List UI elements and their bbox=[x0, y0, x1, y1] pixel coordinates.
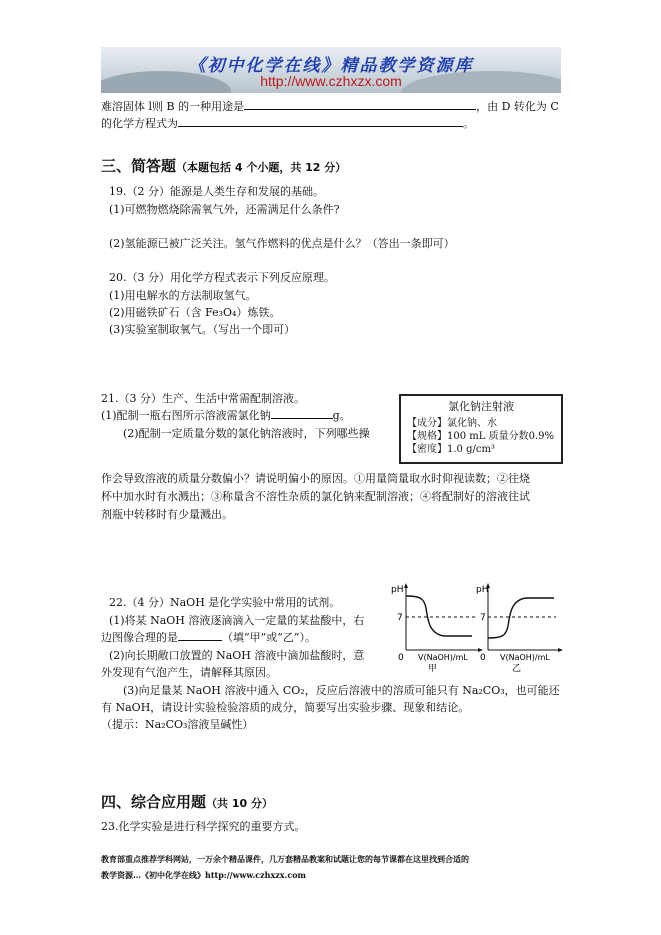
q22-part1-hint: （填“甲”或“乙”）。 bbox=[222, 631, 316, 644]
saline-label-row: 【成分】氯化钠、水 bbox=[407, 418, 497, 429]
q22-part3-cont: 有 NaOH，请设计实验检验溶质的成分，简要写出实验步骤、现象和结论。 bbox=[101, 701, 470, 714]
q22-part1-text: 边图像合理的是 bbox=[101, 631, 178, 644]
q22-part1: (1)将某 NaOH 溶液逐滴滴入一定量的某盐酸中，右 bbox=[109, 614, 365, 627]
answer-blank[interactable] bbox=[271, 408, 333, 419]
q20-stem: 20.（3 分）用化学方程式表示下列反应原理。 bbox=[109, 271, 335, 284]
graph-jia bbox=[391, 583, 483, 672]
q22-part1-cont bbox=[101, 629, 316, 645]
y-axis-arrow bbox=[404, 583, 408, 588]
section-title: 三、简答题 bbox=[101, 157, 177, 175]
q22-stem: 22.（4 分）NaOH 是化学实验中常用的试剂。 bbox=[109, 596, 341, 609]
ph7-tick: 7 bbox=[397, 613, 403, 623]
banner-url[interactable]: http://www.czhxzx.com bbox=[260, 73, 402, 89]
q19-part1: (1)可燃物燃烧除需氧气外，还需满足什么条件? bbox=[109, 203, 340, 216]
q20-part2: (2)用磁铁矿石（含 Fe₃O₄）炼铁。 bbox=[109, 306, 281, 319]
section-note: （共 10 分） bbox=[206, 797, 273, 810]
section-title: 四、综合应用题 bbox=[101, 793, 207, 811]
origin-label: 0 bbox=[480, 653, 486, 663]
q20-part1: (1)用电解水的方法制取氢气。 bbox=[109, 289, 257, 302]
ph-graphs bbox=[388, 580, 564, 672]
q21-part2-cont: 杯中加水时有水溅出；③称量含不溶性杂质的氯化钠来配制溶液；④将配制好的溶液往试 bbox=[101, 490, 530, 503]
q18-line1 bbox=[101, 98, 559, 114]
q21-part2-cont: 剂瓶中转移时有少量溅出。 bbox=[101, 508, 233, 521]
q22-hint: （提示：Na₂CO₃溶液呈碱性） bbox=[101, 718, 254, 731]
y-axis-label: pH bbox=[476, 585, 489, 595]
graph-name: 乙 bbox=[512, 664, 522, 672]
section-4-heading bbox=[101, 791, 273, 812]
x-axis-arrow bbox=[478, 648, 483, 652]
ph7-tick: 7 bbox=[480, 613, 486, 623]
graph-name: 甲 bbox=[428, 664, 438, 672]
x-axis-label: V(NaOH)/mL bbox=[500, 653, 550, 662]
q18-text-d: 。 bbox=[463, 117, 474, 130]
q21-part2: (2)配制一定质量分数的氯化钠溶液时，下列哪些操 bbox=[123, 427, 370, 440]
q20-part3: (3)实验室制取氧气。（写出一个即可） bbox=[109, 323, 296, 336]
saline-label-title: 氯化钠注射液 bbox=[448, 400, 514, 413]
banner-title: 《初中化学在线》精品教学资源库 bbox=[188, 56, 474, 76]
footer-line2[interactable]: 教学资源…《初中化学在线》http://www.czhxzx.com bbox=[101, 870, 307, 880]
y-axis-label: pH bbox=[391, 585, 404, 595]
section-note: （本题包括 4 个小题，共 12 分） bbox=[176, 161, 347, 174]
q18-text-c: 的化学方程式为 bbox=[101, 117, 178, 130]
header-banner bbox=[101, 47, 561, 93]
q21-part1 bbox=[101, 407, 351, 423]
saline-label-box bbox=[399, 394, 563, 464]
q23-stem: 23.化学实验是进行科学探究的重要方式。 bbox=[101, 820, 306, 833]
answer-blank[interactable] bbox=[244, 99, 476, 110]
x-axis-label: V(NaOH)/mL bbox=[418, 653, 468, 662]
answer-blank[interactable] bbox=[178, 116, 463, 127]
saline-label-row: 【规格】100 mL 质量分数0.9% bbox=[407, 431, 554, 442]
q19-stem: 19.（2 分）能源是人类生存和发展的基础。 bbox=[109, 185, 324, 198]
q22-part2-cont: 外发现有气泡产生，请解释其原因。 bbox=[101, 666, 277, 679]
q18-line2 bbox=[101, 115, 474, 131]
ph-curve bbox=[488, 598, 554, 638]
q21-part1-text: (1)配制一瓶右图所示溶液需氯化钠 bbox=[101, 409, 271, 422]
q18-text-b: ，由 D 转化为 C bbox=[476, 100, 559, 113]
ph-curve bbox=[406, 596, 472, 636]
q21-part2-cont: 作会导致溶液的质量分数偏小？请说明偏小的原因。①用量筒量取水时仰视读数；②往烧 bbox=[101, 472, 530, 485]
q22-part2: (2)向长期敞口放置的 NaOH 溶液中滴加盐酸时，意 bbox=[109, 649, 365, 662]
q18-text-a: 难溶固体 l则 B 的一种用途是 bbox=[101, 100, 245, 113]
q21-stem: 21.（3 分）生产、生活中常需配制溶液。 bbox=[101, 392, 305, 405]
q21-part1-unit: g。 bbox=[332, 409, 351, 422]
footer-line1: 教育部重点推荐学科网站，一万余个精品课件，几万套精品教案和试题让您的每节课都在这里找到合适的 bbox=[101, 854, 469, 864]
q19-part2: (2)氢能源已被广泛关注。氢气作燃料的优点是什么？（答出一条即可） bbox=[109, 237, 455, 250]
q22-part3: (3)向足量某 NaOH 溶液中通入 CO₂，反应后溶液中的溶质可能只有 Na₂CO₃，也可能还 bbox=[123, 684, 560, 697]
saline-label-row: 【密度】1.0 g/cm³ bbox=[407, 444, 495, 455]
section-3-heading bbox=[101, 155, 346, 176]
origin-label: 0 bbox=[398, 653, 404, 663]
x-axis-arrow bbox=[558, 648, 563, 652]
answer-blank[interactable] bbox=[178, 630, 222, 641]
graph-yi bbox=[476, 583, 563, 672]
